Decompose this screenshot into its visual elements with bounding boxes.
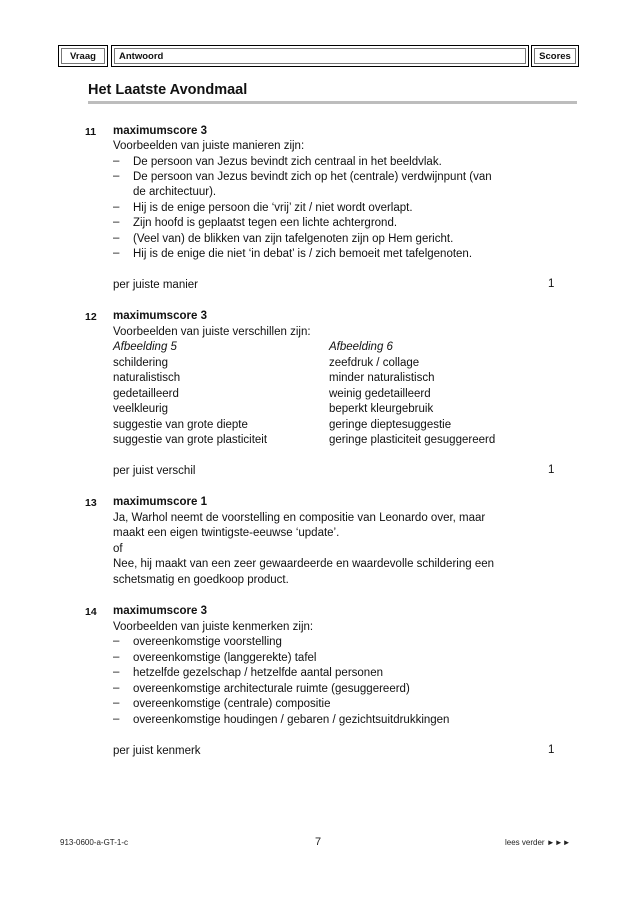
bullet-dash: – bbox=[113, 201, 120, 213]
question-14-intro: Voorbeelden van juiste kenmerken zijn: bbox=[113, 621, 314, 633]
question-11-number: 11 bbox=[85, 126, 97, 138]
question-11-points: 1 bbox=[548, 278, 555, 290]
question-14-item: hetzelfde gezelschap / hetzelfde aantal personen bbox=[133, 667, 383, 679]
question-14-item: overeenkomstige architecturale ruimte (gesuggereerd) bbox=[133, 683, 410, 695]
header-vraag-label: Vraag bbox=[70, 50, 96, 62]
question-12-right-item: zeefdruk / collage bbox=[329, 357, 420, 369]
title-divider bbox=[88, 101, 577, 104]
question-11-item: (Veel van) de blikken van zijn tafelgenoten zijn op Hem gericht. bbox=[133, 233, 454, 245]
bullet-dash: – bbox=[113, 155, 120, 167]
bullet-dash: – bbox=[113, 232, 120, 244]
question-12-left-item: suggestie van grote plasticiteit bbox=[113, 434, 268, 446]
question-13-line: Ja, Warhol neemt de voorstelling en compositie van Leonardo over, maar bbox=[113, 512, 486, 524]
question-13-maxscore: maximumscore 1 bbox=[113, 496, 207, 508]
question-14-item: overeenkomstige voorstelling bbox=[133, 636, 282, 648]
question-12-points: 1 bbox=[548, 464, 555, 476]
question-14-per-label: per juist kenmerk bbox=[113, 745, 201, 757]
question-12-per-label: per juist verschil bbox=[113, 465, 196, 477]
question-11-item-continuation: de architectuur). bbox=[133, 186, 217, 198]
question-11-item: Hij is de enige persoon die ‘vrij’ zit / niet wordt overlapt. bbox=[133, 202, 413, 214]
question-11-item: Hij is de enige die niet ‘in debat’ is / zich bemoeit met tafelgenoten. bbox=[133, 248, 473, 260]
question-12-right-item: geringe dieptesuggestie bbox=[329, 419, 452, 431]
bullet-dash: – bbox=[113, 666, 120, 678]
question-14-item: overeenkomstige (langgerekte) tafel bbox=[133, 652, 317, 664]
question-12-left-item: schildering bbox=[113, 357, 168, 369]
page-title: Het Laatste Avondmaal bbox=[88, 82, 248, 98]
question-12-left-item: suggestie van grote diepte bbox=[113, 419, 248, 431]
question-13-number: 13 bbox=[85, 497, 97, 509]
question-12-left-item: veelkleurig bbox=[113, 403, 168, 415]
question-11-per-label: per juiste manier bbox=[113, 279, 199, 291]
question-13-line: Nee, hij maakt van een zeer gewaardeerde en waardevolle schildering een bbox=[113, 558, 495, 570]
question-12-right-item: beperkt kleurgebruik bbox=[329, 403, 434, 415]
question-12-left-item: naturalistisch bbox=[113, 372, 181, 384]
question-12-maxscore: maximumscore 3 bbox=[113, 310, 207, 322]
question-11-maxscore: maximumscore 3 bbox=[113, 125, 207, 137]
question-12-left-item: gedetailleerd bbox=[113, 388, 179, 400]
question-13-line: maakt een eigen twintigste-eeuwse ‘update’. bbox=[113, 527, 340, 539]
question-12-right-item: geringe plasticiteit gesuggereerd bbox=[329, 434, 496, 446]
bullet-dash: – bbox=[113, 713, 120, 725]
question-14-item: overeenkomstige houdingen / gebaren / gezichtsuitdrukkingen bbox=[133, 714, 450, 726]
question-11-item: De persoon van Jezus bevindt zich op het (centrale) verdwijnpunt (van bbox=[133, 171, 492, 183]
question-12-left-heading: Afbeelding 5 bbox=[113, 341, 177, 353]
lees-verder-link[interactable]: lees verder ►►► bbox=[505, 838, 571, 847]
bullet-dash: – bbox=[113, 651, 120, 663]
page-number: 7 bbox=[315, 836, 322, 848]
header-scores-label: Scores bbox=[539, 50, 571, 62]
question-12-right-item: weinig gedetailleerd bbox=[329, 388, 431, 400]
question-11-intro: Voorbeelden van juiste manieren zijn: bbox=[113, 140, 305, 152]
bullet-dash: – bbox=[113, 682, 120, 694]
bullet-dash: – bbox=[113, 697, 120, 709]
question-14-item: overeenkomstige (centrale) compositie bbox=[133, 698, 331, 710]
header-scores-box bbox=[531, 45, 579, 67]
question-11-item: De persoon van Jezus bevindt zich centraal in het beeldvlak. bbox=[133, 156, 442, 168]
question-13-line: schetsmatig en goedkoop product. bbox=[113, 574, 289, 586]
footer-exam-code: 913-0600-a-GT-1-c bbox=[60, 838, 129, 847]
question-12-number: 12 bbox=[85, 311, 97, 323]
question-12-right-item: minder naturalistisch bbox=[329, 372, 435, 384]
bullet-dash: – bbox=[113, 247, 120, 259]
question-13-line: of bbox=[113, 543, 123, 555]
header-vraag-box bbox=[58, 45, 108, 67]
question-14-number: 14 bbox=[85, 606, 97, 618]
bullet-dash: – bbox=[113, 170, 120, 182]
header-antwoord-label: Antwoord bbox=[119, 50, 164, 62]
question-14-maxscore: maximumscore 3 bbox=[113, 605, 207, 617]
question-12-intro: Voorbeelden van juiste verschillen zijn: bbox=[113, 326, 311, 338]
bullet-dash: – bbox=[113, 635, 120, 647]
question-12-right-heading: Afbeelding 6 bbox=[329, 341, 393, 353]
header-antwoord-box bbox=[111, 45, 529, 67]
question-11-item: Zijn hoofd is geplaatst tegen een lichte achtergrond. bbox=[133, 217, 398, 229]
question-14-points: 1 bbox=[548, 744, 555, 756]
bullet-dash: – bbox=[113, 216, 120, 228]
